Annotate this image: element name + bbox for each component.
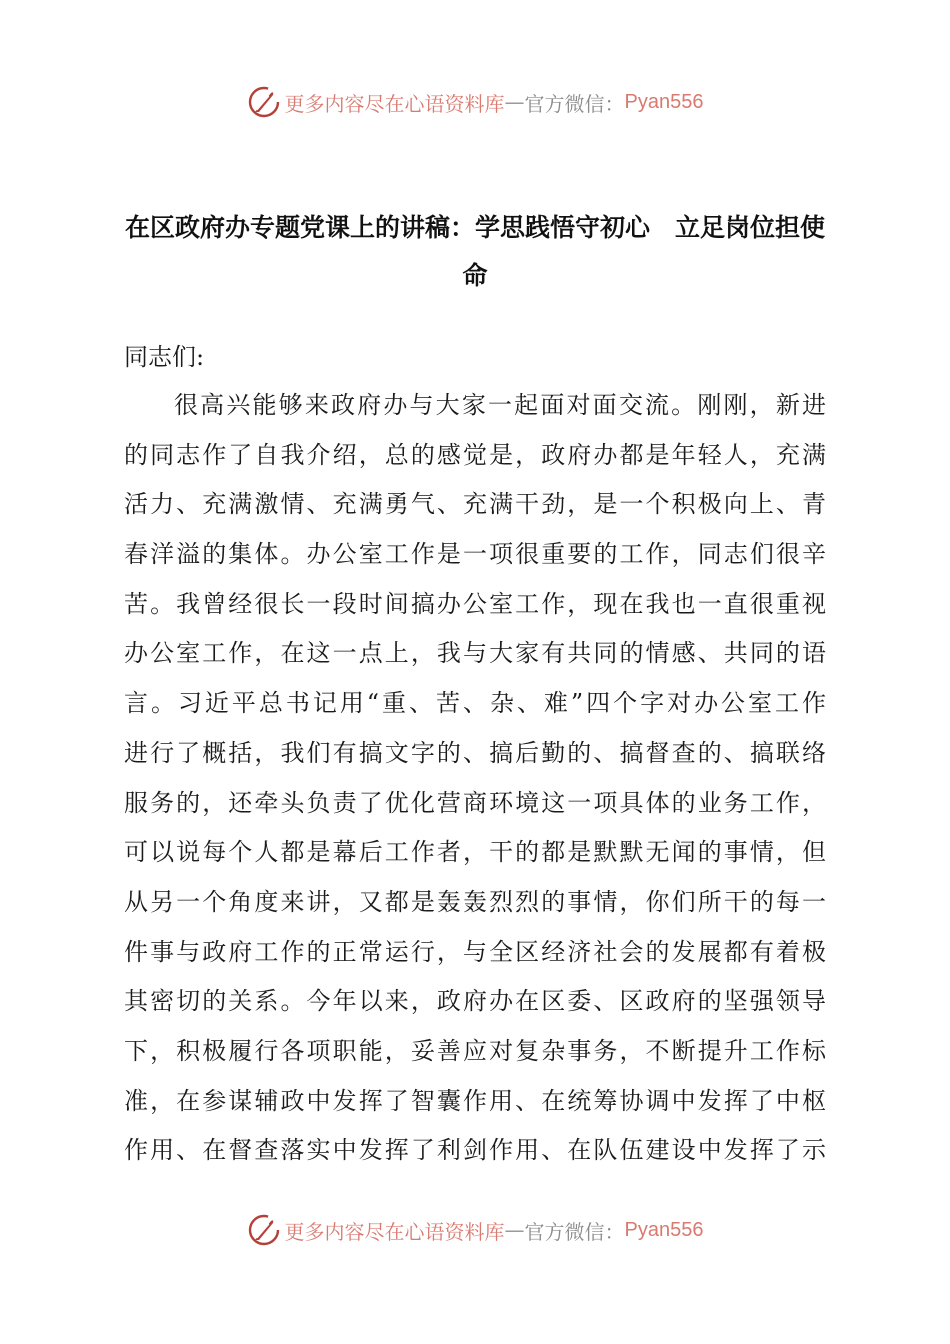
paragraph-line: 苦。我曾经很长一段时间搞办公室工作，现在我也一直很重视 [124,589,826,618]
document-title: 在区政府办专题党课上的讲稿：学思践悟守初心 立足岗位担使命 [124,213,825,290]
banner-dash: — [504,90,525,114]
banner-official-label: 官方微信： [524,91,625,116]
banner-official-label: 官方微信： [524,1219,625,1244]
paragraph-line: 服务的，还牵头负责了优化营商环境这一项具体的业务工作， [124,788,826,817]
paragraph-line: 进行了概括，我们有搞文字的、搞后勤的、搞督查的、搞联络 [124,738,826,767]
paragraph-line: 下，积极履行各项职能，妥善应对复杂事务，不断提升工作标 [124,1036,826,1065]
paragraph-line: 春洋溢的集体。办公室工作是一项很重要的工作，同志们很辛 [124,540,826,569]
paragraph-line: 作用、在督查落实中发挥了利剑作用、在队伍建设中发挥了示 [124,1136,826,1165]
body-paragraph [124,381,826,1176]
banner-main-text: 更多内容尽在心语资料库 [284,1219,505,1244]
paragraph-line: 言。习近平总书记用“重、苦、杂、难”四个字对办公室工作 [124,689,826,718]
header-banner [0,82,950,122]
footer-banner [0,1210,950,1250]
banner-wechat-id: Pyan556 [624,1218,704,1241]
paragraph-line: 件事与政府工作的正常运行，与全区经济社会的发展都有着极 [124,937,826,966]
paragraph-line: 很高兴能够来政府办与大家一起面对面交流。刚刚，新进 [174,391,826,419]
quill-logo-icon [247,85,281,119]
paragraph-line: 可以说每个人都是幕后工作者，干的都是默默无闻的事情，但 [124,838,826,867]
paragraph-line: 从另一个角度来讲，又都是轰轰烈烈的事情，你们所干的每一 [124,887,826,916]
quill-logo-icon [247,1213,281,1247]
banner-dash: — [504,1218,525,1242]
paragraph-line: 活力、充满激情、充满勇气、充满干劲，是一个积极向上、青 [124,490,826,519]
paragraph-line: 办公室工作，在这一点上，我与大家有共同的情感、共同的语 [124,639,826,668]
paragraph-line: 的同志作了自我介绍，总的感觉是，政府办都是年轻人，充满 [124,440,826,469]
salutation: 同志们: [124,343,205,371]
paragraph-line: 准，在参谋辅政中发挥了智囊作用、在统筹协调中发挥了中枢 [124,1086,826,1115]
banner-wechat-id: Pyan556 [624,90,704,113]
banner-main-text: 更多内容尽在心语资料库 [284,91,505,116]
paragraph-line: 其密切的关系。今年以来，政府办在区委、区政府的坚强领导 [124,987,826,1016]
